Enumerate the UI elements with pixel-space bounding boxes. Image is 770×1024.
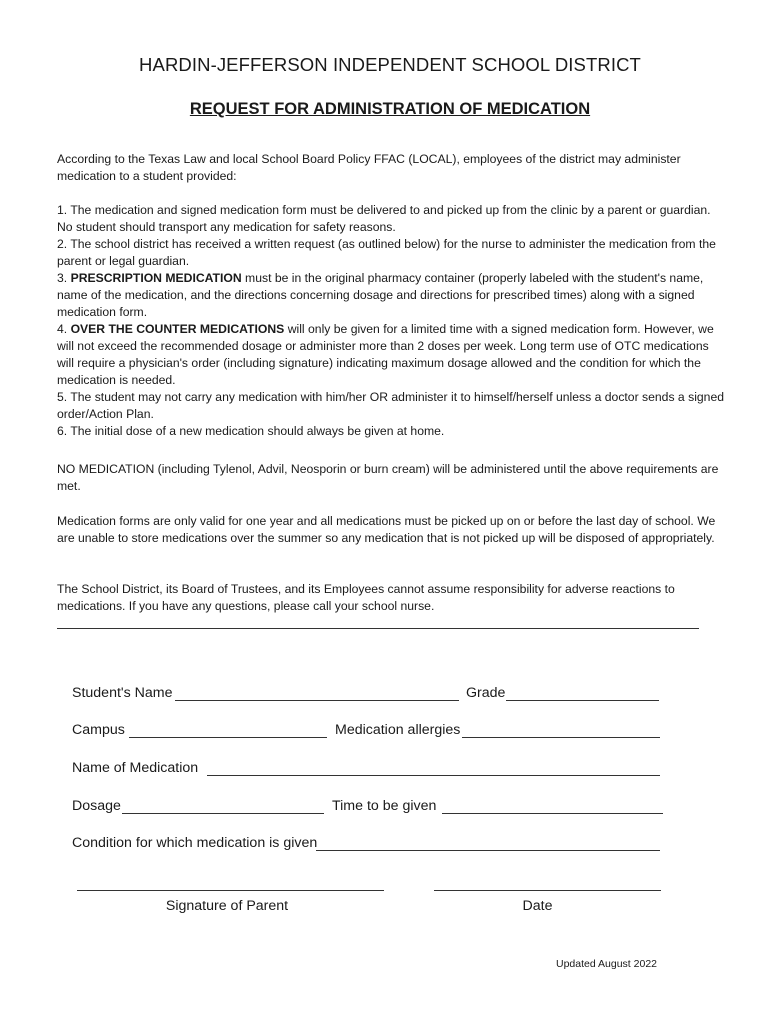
rule-3	[57, 270, 727, 321]
dosage-field[interactable]	[122, 813, 324, 814]
medication-name-field[interactable]	[207, 775, 660, 776]
grade-field[interactable]	[506, 700, 659, 701]
parent-signature-label: Signature of Parent	[165, 898, 289, 914]
district-name: HARDIN-JEFFERSON INDEPENDENT SCHOOL DISTRICT	[139, 54, 641, 75]
updated-note: Updated August 2022	[556, 958, 658, 970]
condition-label: Condition for which medication is given	[72, 835, 318, 851]
rule-3-number: 3.	[57, 271, 71, 285]
section-divider	[57, 628, 699, 629]
date-label: Date	[522, 898, 553, 914]
rule-4-text: will only be given for a limited time with a signed medication form. However, we will not exceed the recommended dosage or administer more than 2 doses per week. Long term use of OTC medications will require a physician's order (including signature) indicating maximum dosage allowed and the condition for which the medication is needed.	[57, 322, 714, 387]
student-name-row	[72, 685, 173, 701]
dosage-label: Dosage	[72, 798, 121, 814]
time-label: Time to be given	[332, 798, 437, 814]
time-row	[332, 798, 436, 814]
medication-name-row	[72, 760, 198, 776]
rule-2: 2. The school district has received a written request (as outlined below) for the nurse to administer the medication from the parent or legal guardian.	[57, 237, 716, 268]
rule-3-emphasis: PRESCRIPTION MEDICATION	[70, 271, 242, 285]
condition-row	[72, 835, 317, 851]
rule-4-emphasis: OVER THE COUNTER MEDICATIONS	[70, 322, 285, 336]
campus-field[interactable]	[129, 737, 327, 738]
rule-4	[57, 321, 727, 389]
campus-label: Campus	[72, 722, 125, 738]
medication-name-label: Name of Medication	[72, 760, 199, 776]
rule-5: 5. The student may not carry any medication with him/her OR administer it to himself/herself unless a doctor sends a signed order/Action Plan.	[57, 390, 725, 421]
rules-list	[57, 202, 727, 440]
no-medication-notice: NO MEDICATION (including Tylenol, Advil, Neosporin or burn cream) will be administered until the above requirements are met.	[57, 462, 719, 493]
grade-row	[466, 685, 505, 701]
form-title: REQUEST FOR ADMINISTRATION OF MEDICATION	[189, 100, 591, 118]
date-line[interactable]	[434, 890, 661, 891]
campus-row	[72, 722, 125, 738]
liability-notice: The School District, its Board of Trustees, and its Employees cannot assume responsibility for adverse reactions to medications. If you have any questions, please call your school nurse.	[57, 582, 675, 613]
allergies-row	[335, 722, 460, 738]
condition-field[interactable]	[316, 850, 660, 851]
parent-signature-line[interactable]	[77, 890, 384, 891]
intro-paragraph: According to the Texas Law and local School Board Policy FFAC (LOCAL), employees of the district may administer medication to a student provided:	[57, 152, 681, 183]
allergies-label: Medication allergies	[335, 722, 461, 738]
student-name-field[interactable]	[175, 700, 459, 701]
rule-3-text: must be in the original pharmacy container (properly labeled with the student's name, name of the medication, and the directions concerning dosage and directions for prescribed times) along with a signed medication form.	[57, 271, 704, 319]
time-field[interactable]	[442, 813, 663, 814]
allergies-field[interactable]	[462, 737, 660, 738]
student-name-label: Student's Name	[72, 685, 173, 701]
rule-1: 1. The medication and signed medication form must be delivered to and picked up from the clinic by a parent or guardian. No student should transport any medication for safety reasons.	[57, 203, 711, 234]
validity-notice: Medication forms are only valid for one year and all medications must be picked up on or before the last day of school. We are unable to store medications over the summer so any medication that is not picked up will be disposed of appropriately.	[57, 514, 716, 545]
rule-6: 6. The initial dose of a new medication should always be given at home.	[57, 424, 445, 438]
dosage-row	[72, 798, 121, 814]
grade-label: Grade	[466, 685, 506, 701]
rule-4-number: 4.	[57, 322, 71, 336]
